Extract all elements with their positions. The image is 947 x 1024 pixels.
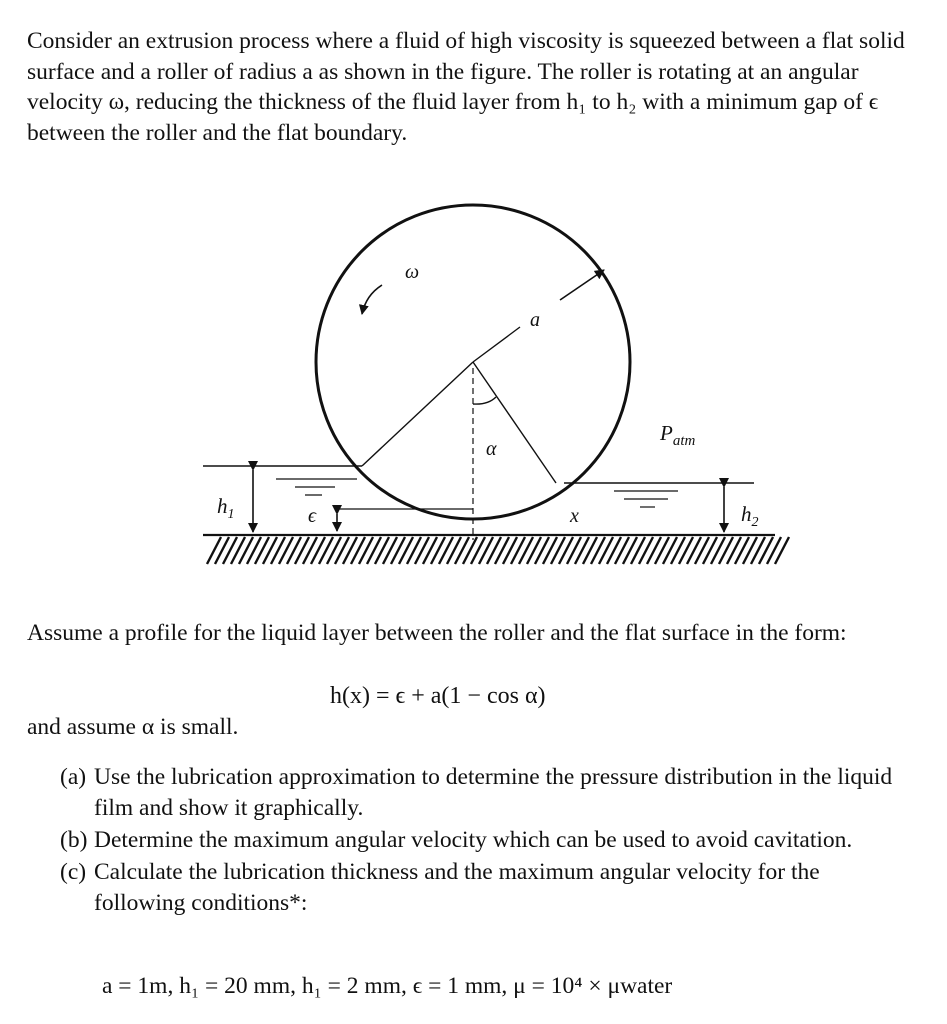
hatch-stroke xyxy=(463,537,477,564)
hatch-stroke xyxy=(351,537,365,564)
hatch-stroke xyxy=(415,537,429,564)
hatch-stroke xyxy=(767,537,781,564)
hatch-stroke xyxy=(391,537,405,564)
assumption-text: Assume a profile for the liquid layer between the roller and the flat surface in the form: xyxy=(27,620,847,646)
hatch-stroke xyxy=(207,537,221,564)
hatch-stroke xyxy=(503,537,517,564)
hatch-stroke xyxy=(687,537,701,564)
hatch-stroke xyxy=(327,537,341,564)
part-a-label: (a) xyxy=(60,764,87,790)
hatch-stroke xyxy=(727,537,741,564)
angle-arc xyxy=(473,397,496,404)
hatch-stroke xyxy=(519,537,533,564)
hatch-stroke xyxy=(583,537,597,564)
hatch-stroke xyxy=(711,537,725,564)
hatch-stroke xyxy=(679,537,693,564)
hatch-stroke xyxy=(319,537,333,564)
hatch-stroke xyxy=(623,537,637,564)
hatch-stroke xyxy=(591,537,605,564)
hatch-stroke xyxy=(423,537,437,564)
hatch-stroke xyxy=(431,537,445,564)
hatch-stroke xyxy=(375,537,389,564)
hatch-stroke xyxy=(271,537,285,564)
hatch-stroke xyxy=(255,537,269,564)
water-marks-right xyxy=(614,491,678,507)
small-angle-note: and assume α is small. xyxy=(27,714,239,740)
patm-label: $P_{atm}$ xyxy=(660,421,696,449)
hatch-stroke xyxy=(719,537,733,564)
angle-line-left xyxy=(362,362,473,466)
hatch-stroke xyxy=(479,537,493,564)
hatch-stroke xyxy=(287,537,301,564)
part-a-text: Use the lubrication approximation to determine the pressure distribution in the liquid film and show it graphically. xyxy=(94,764,893,821)
hatch-stroke xyxy=(295,537,309,564)
hatch-stroke xyxy=(447,537,461,564)
hatch-stroke xyxy=(343,537,357,564)
omega-label: ω xyxy=(405,261,420,283)
hatch-stroke xyxy=(439,537,453,564)
hatch-stroke xyxy=(647,537,661,564)
hatch-stroke xyxy=(495,537,509,564)
radius-label: a xyxy=(530,309,540,331)
hatch-stroke xyxy=(567,537,581,564)
hatch-stroke xyxy=(383,537,397,564)
hatch-stroke xyxy=(455,537,469,564)
hatch-stroke xyxy=(663,537,677,564)
hatch-stroke xyxy=(359,537,373,564)
hatch-stroke xyxy=(655,537,669,564)
hatch-stroke xyxy=(751,537,765,564)
part-b-text: Determine the maximum angular velocity which can be used to avoid cavitation. xyxy=(94,827,853,853)
hatch-stroke xyxy=(407,537,421,564)
hatch-stroke xyxy=(743,537,757,564)
hatch-stroke xyxy=(575,537,589,564)
hatch-stroke xyxy=(759,537,773,564)
hatch-stroke xyxy=(367,537,381,564)
h2-label: $h_2$ xyxy=(741,502,759,530)
h1-label: $h_1$ xyxy=(217,494,235,522)
hatch-stroke xyxy=(263,537,277,564)
hatch-stroke xyxy=(215,537,229,564)
profile-equation: h(x) = ϵ + a(1 − cos α) xyxy=(330,683,546,709)
part-a xyxy=(60,762,900,824)
part-b xyxy=(60,825,900,856)
rotation-arrow-icon xyxy=(362,285,382,314)
alpha-label: α xyxy=(486,438,497,460)
hatch-stroke xyxy=(247,537,261,564)
radius-arrow xyxy=(560,270,604,300)
hatch-stroke xyxy=(775,537,789,564)
hatch-stroke xyxy=(695,537,709,564)
hatch-stroke xyxy=(527,537,541,564)
given-conditions: a = 1m, h₁ = 20 mm, h₁ = 2 mm, ϵ = 1 mm, μ = 10⁴ × μwater xyxy=(102,973,673,999)
part-c xyxy=(60,857,900,919)
hatch-stroke xyxy=(231,537,245,564)
epsilon-label: ϵ xyxy=(308,505,317,527)
hatch-stroke xyxy=(703,537,717,564)
hatch-stroke xyxy=(639,537,653,564)
part-b-label: (b) xyxy=(60,827,88,853)
hatch-stroke xyxy=(471,537,485,564)
radius-line xyxy=(473,327,520,362)
hatch-stroke xyxy=(399,537,413,564)
hatch-stroke xyxy=(303,537,317,564)
hatch-stroke xyxy=(671,537,685,564)
hatch-stroke xyxy=(223,537,237,564)
hatch-stroke xyxy=(535,537,549,564)
hatch-stroke xyxy=(559,537,573,564)
hatch-stroke xyxy=(487,537,501,564)
hatch-stroke xyxy=(615,537,629,564)
hatch-stroke xyxy=(551,537,565,564)
hatch-stroke xyxy=(599,537,613,564)
part-c-text: Calculate the lubrication thickness and the maximum angular velocity for the following conditions*: xyxy=(94,859,820,916)
hatch-stroke xyxy=(511,537,525,564)
problem-intro: Consider an extrusion process where a fluid of high viscosity is squeezed between a flat solid surface and a roller of radius a as shown in the figure. The roller is rotating at an angular velocity ω, reducing the thickness of the fluid layer from h₁ to h₂ with a minimum gap of ϵ between the roller and the flat boundary. xyxy=(27,28,905,146)
ground-hatching xyxy=(207,537,789,564)
hatch-stroke xyxy=(631,537,645,564)
hatch-stroke xyxy=(311,537,325,564)
angle-line-right xyxy=(473,362,556,483)
hatch-stroke xyxy=(607,537,621,564)
question-parts xyxy=(60,762,900,920)
part-c-label: (c) xyxy=(60,859,87,885)
x-label: x xyxy=(570,505,579,527)
water-marks-left xyxy=(276,479,357,495)
hatch-stroke xyxy=(543,537,557,564)
hatch-stroke xyxy=(279,537,293,564)
hatch-stroke xyxy=(735,537,749,564)
hatch-stroke xyxy=(239,537,253,564)
hatch-stroke xyxy=(335,537,349,564)
